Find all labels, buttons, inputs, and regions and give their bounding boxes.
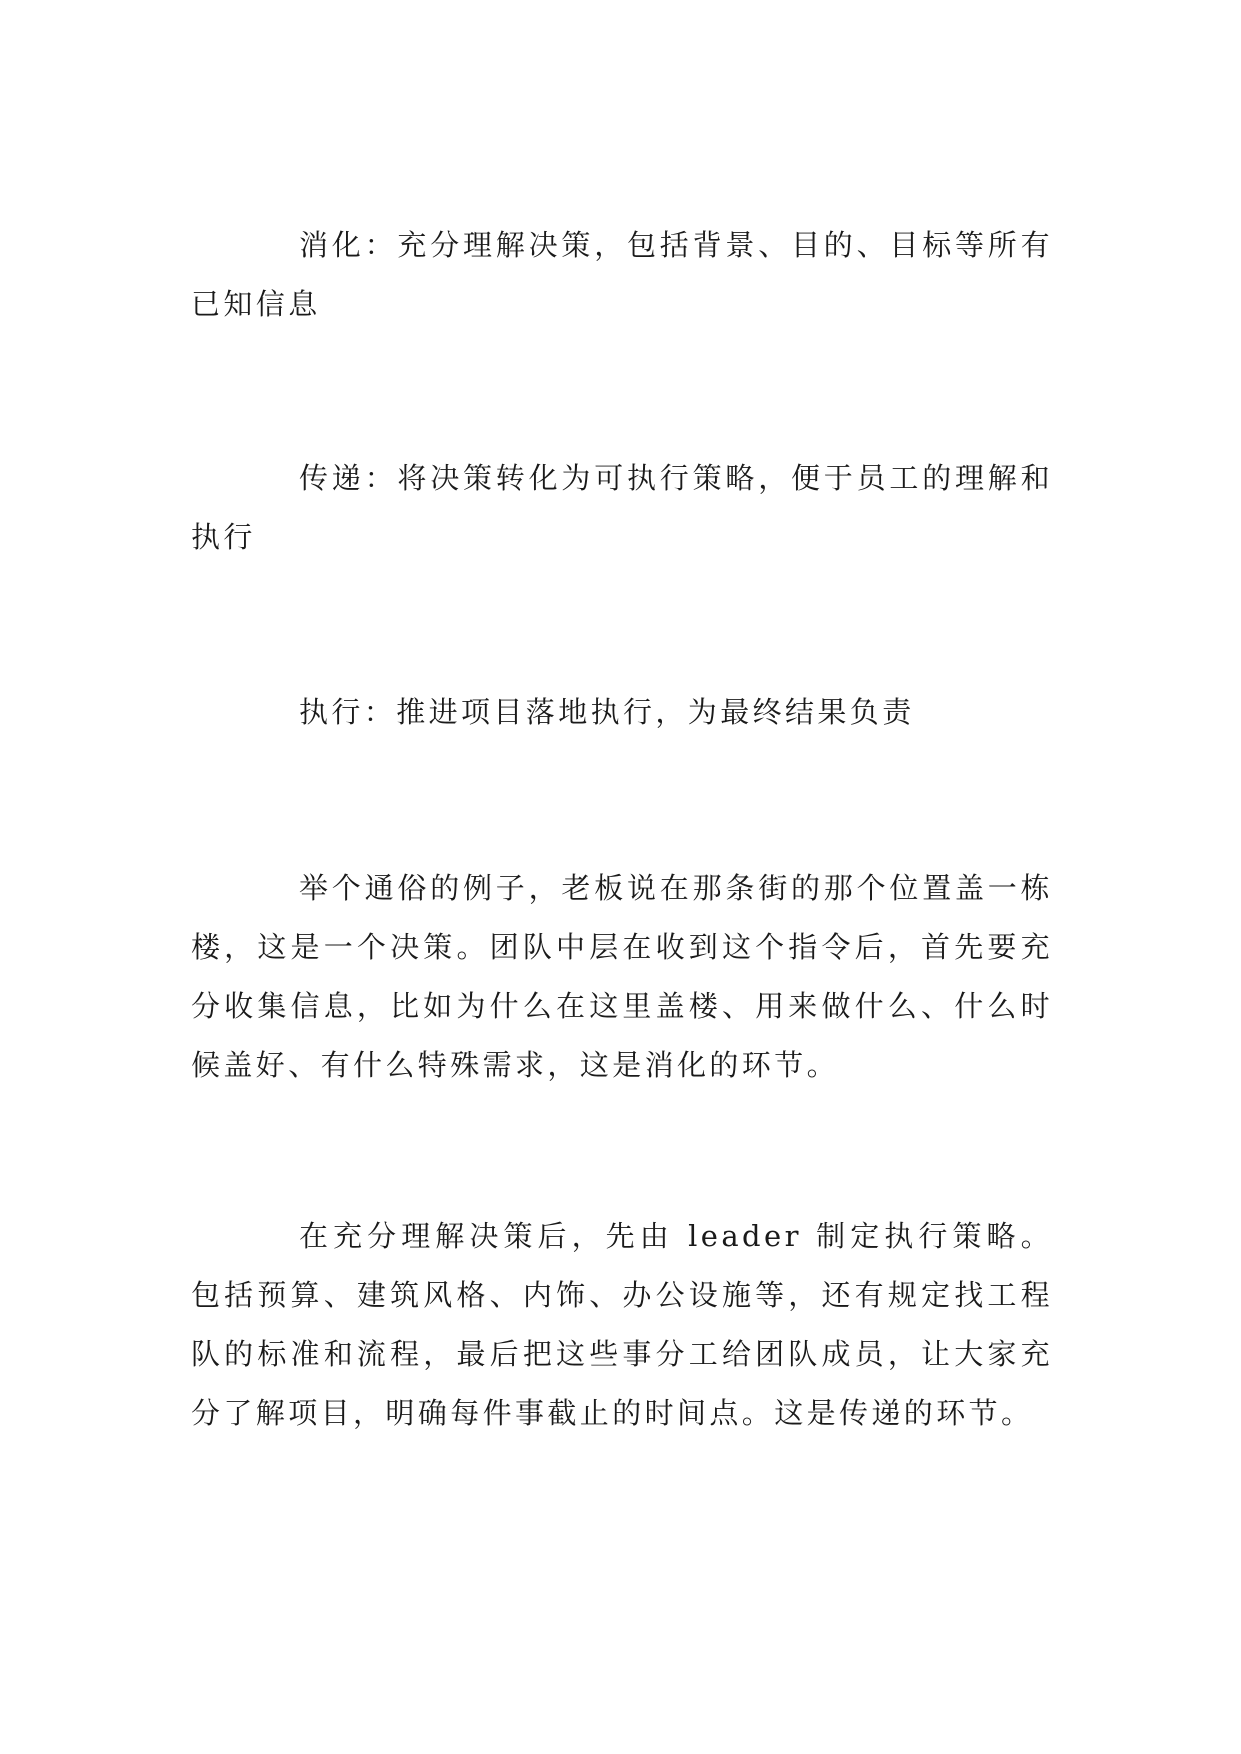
paragraph-transmit: 传递：将决策转化为可执行策略，便于员工的理解和执行 <box>191 461 1053 554</box>
paragraph-digest: 消化：充分理解决策，包括背景、目的、目标等所有已知信息 <box>191 228 1053 321</box>
paragraph-execute: 执行：推进项目落地执行，为最终结果负责 <box>299 695 915 729</box>
paragraph-example: 举个通俗的例子，老板说在那条街的那个位置盖一栋楼，这是一个决策。团队中层在收到这个指令后，首先要充分收集信息，比如为什么在这里盖楼、用来做什么、什么时候盖好、有什么特殊需求，这是消化的环节。 <box>191 871 1053 1082</box>
paragraph-strategy: 在充分理解决策后，先由 leader 制定执行策略。包括预算、建筑风格、内饰、办公设施等，还有规定找工程队的标准和流程，最后把这些事分工给团队成员，让大家充分了解项目，明确每件事截止的时间点。这是传递的环节。 <box>191 1219 1053 1430</box>
